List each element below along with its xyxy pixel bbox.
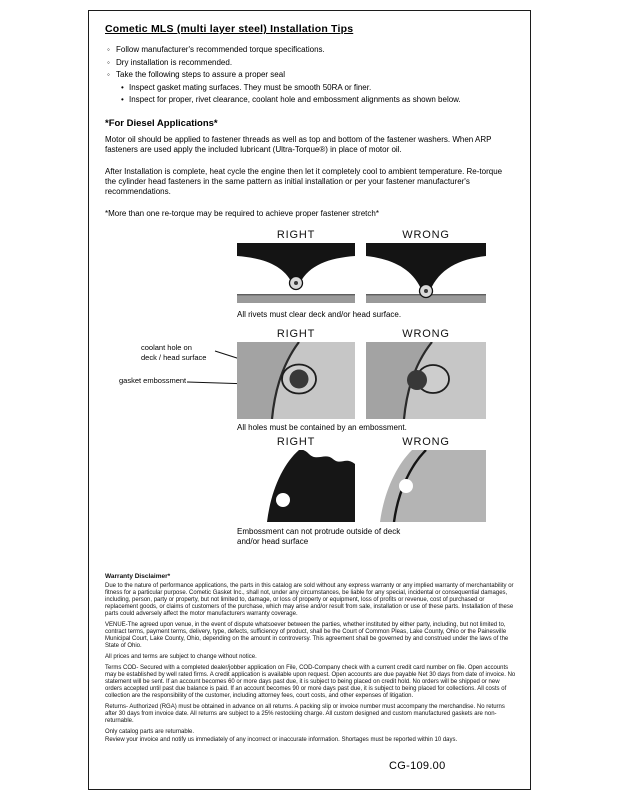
disclaimer-paragraph: Returns- Authorized (RGA) must be obtained in advance on all returns. A packing slip or invoice number must accompany the merchandise. No returns after 30 days from invoice date. All returns are subject to a 25% restocking charge. All custom designed and custom manufactured gaskets are non-returnable.	[105, 704, 505, 724]
list-item	[107, 44, 461, 57]
right-header-row1: RIGHT	[276, 229, 316, 241]
disclaimer-paragraph: VENUE-The agreed upon venue, in the event of dispute whatsoever between the parties, whether instituted by either party, including, but not limited to, contract terms, payment terms, delivery, type, defects, sufficiency of product, shall be the Court of Common Pleas, Lake County, Ohio or the Painesville Municipal Court, Lake County, Ohio, depending on the amount in controversy. This agreement shall be governed by and construed under the laws of the State of Ohio.	[105, 622, 509, 649]
right-header-row3: RIGHT	[276, 436, 316, 448]
protrusion-wrong-diagram	[366, 450, 486, 522]
coolant-hole-label	[141, 343, 206, 362]
circle-bullet-icon: ◦	[107, 45, 110, 54]
embossment-hole	[276, 493, 290, 507]
disclaimer-paragraph: All prices and terms are subject to change without notice.	[105, 654, 257, 660]
list-item-text: Take the following steps to assure a proper seal	[116, 70, 285, 79]
disc-bullet-icon: •	[121, 95, 124, 104]
page-title: Cometic MLS (multi layer steel) Installation Tips	[105, 23, 354, 35]
installation-tips-list	[107, 44, 461, 107]
coolant-hole	[407, 370, 427, 390]
row1-caption: All rivets must clear deck and/or head surface.	[237, 310, 402, 319]
label-line: deck / head surface	[141, 352, 207, 362]
diesel-paragraph-1: Motor oil should be applied to fastener threads as well as top and bottom of the fastener washers. When ARP fasteners are used apply the included lubricant (Ultra-Torque®) in place of motor oil.	[105, 135, 492, 154]
disclaimer-paragraph: Review your invoice and notify us immediately of any incorrect or inaccurate information. Shortages must be reported within 10 days.	[105, 737, 458, 743]
diesel-applications-heading: *For Diesel Applications*	[105, 118, 218, 129]
right-header-row2: RIGHT	[276, 328, 316, 340]
wrong-header-row2: WRONG	[402, 328, 450, 340]
protrusion-right-diagram	[237, 450, 355, 522]
list-item-text: Follow manufacturer's recommended torque specifications.	[116, 45, 325, 54]
row3-caption: Embossment can not protrude outside of deck and/or head surface	[237, 527, 401, 546]
row2-caption: All holes must be contained by an embossment.	[237, 423, 407, 432]
rivet-right-diagram	[237, 243, 355, 303]
list-item-text: Inspect gasket mating surfaces. They must be smooth 50RA or finer.	[129, 82, 372, 92]
label-line: coolant hole on	[141, 343, 192, 352]
gasket-embossment-label: gasket embossment	[119, 376, 187, 385]
catalog-page-code: CG-109.00	[389, 760, 446, 772]
disclaimer-paragraph: Due to the nature of performance applications, the parts in this catalog are sold without any express warranty or any implied warranty of merchantability or fitness for a particular purpose. Cometic Gasket Inc., shall not, under any circumstances, be liable for any special, incidental or consequential damages, including, person, party or property, but not limited to, damage, or loss of property or equipment, loss of profits or revenue, cost of purchased or replacement goods, or claims of customers of the purchase, which may arise and/or result from sale, installation or use of these parts. Installation of these parts could adversely affect the motor manufacturers warranty coverage.	[105, 583, 514, 617]
embossment-right-diagram	[237, 342, 355, 419]
disc-bullet-icon: •	[121, 82, 124, 92]
warranty-disclaimer	[105, 573, 517, 748]
list-item	[107, 94, 461, 107]
circle-bullet-icon: ◦	[107, 70, 110, 79]
disclaimer-paragraph: Terms COD- Secured with a completed dealer/jobber application on File, COD-Company check with a current credit card number on file. Open accounts may be established by well rated firms. A credit application is available upon request. Open accounts are due payable Net 30 days from date of invoice. No statement will be sent. If an account becomes 60 or more days past due, it is subject to being placed on credit hold. No orders will be shipped or new orders accepted until past due balance is paid. If an account becomes 90 or more days past due, it is subject to being placed for collections. All costs of collection are the responsibility of the customer, including attorney fees, court costs, and other expenses of litigation.	[105, 665, 516, 699]
wrong-header-row3: WRONG	[402, 436, 450, 448]
list-item	[107, 69, 461, 82]
coolant-hole	[290, 370, 309, 389]
document-page	[88, 10, 531, 790]
list-item	[107, 57, 461, 70]
circle-bullet-icon: ◦	[107, 57, 110, 67]
retorque-note: *More than one re-torque may be required to achieve proper fastener stretch*	[105, 209, 379, 218]
list-item-text: Inspect for proper, rivet clearance, coolant hole and embossment alignments as shown below.	[129, 95, 461, 104]
list-item	[107, 82, 461, 95]
wrong-header-row1: WRONG	[402, 229, 450, 241]
rivet-wrong-diagram	[366, 243, 486, 303]
disclaimer-heading: Warranty Disclaimer*	[105, 573, 171, 580]
embossment-wrong-diagram	[366, 342, 486, 419]
embossment-hole	[399, 479, 413, 493]
disclaimer-paragraph: Only catalog parts are returnable.	[105, 729, 195, 735]
diesel-paragraph-2: After Installation is complete, heat cycle the engine then let it completely cool to ambient temperature. Re-torque the cylinder head fasteners in the same pattern as initial installation or per your fastener manufacturer's recommendations.	[105, 167, 503, 196]
list-item-text: Dry installation is recommended.	[116, 57, 233, 67]
